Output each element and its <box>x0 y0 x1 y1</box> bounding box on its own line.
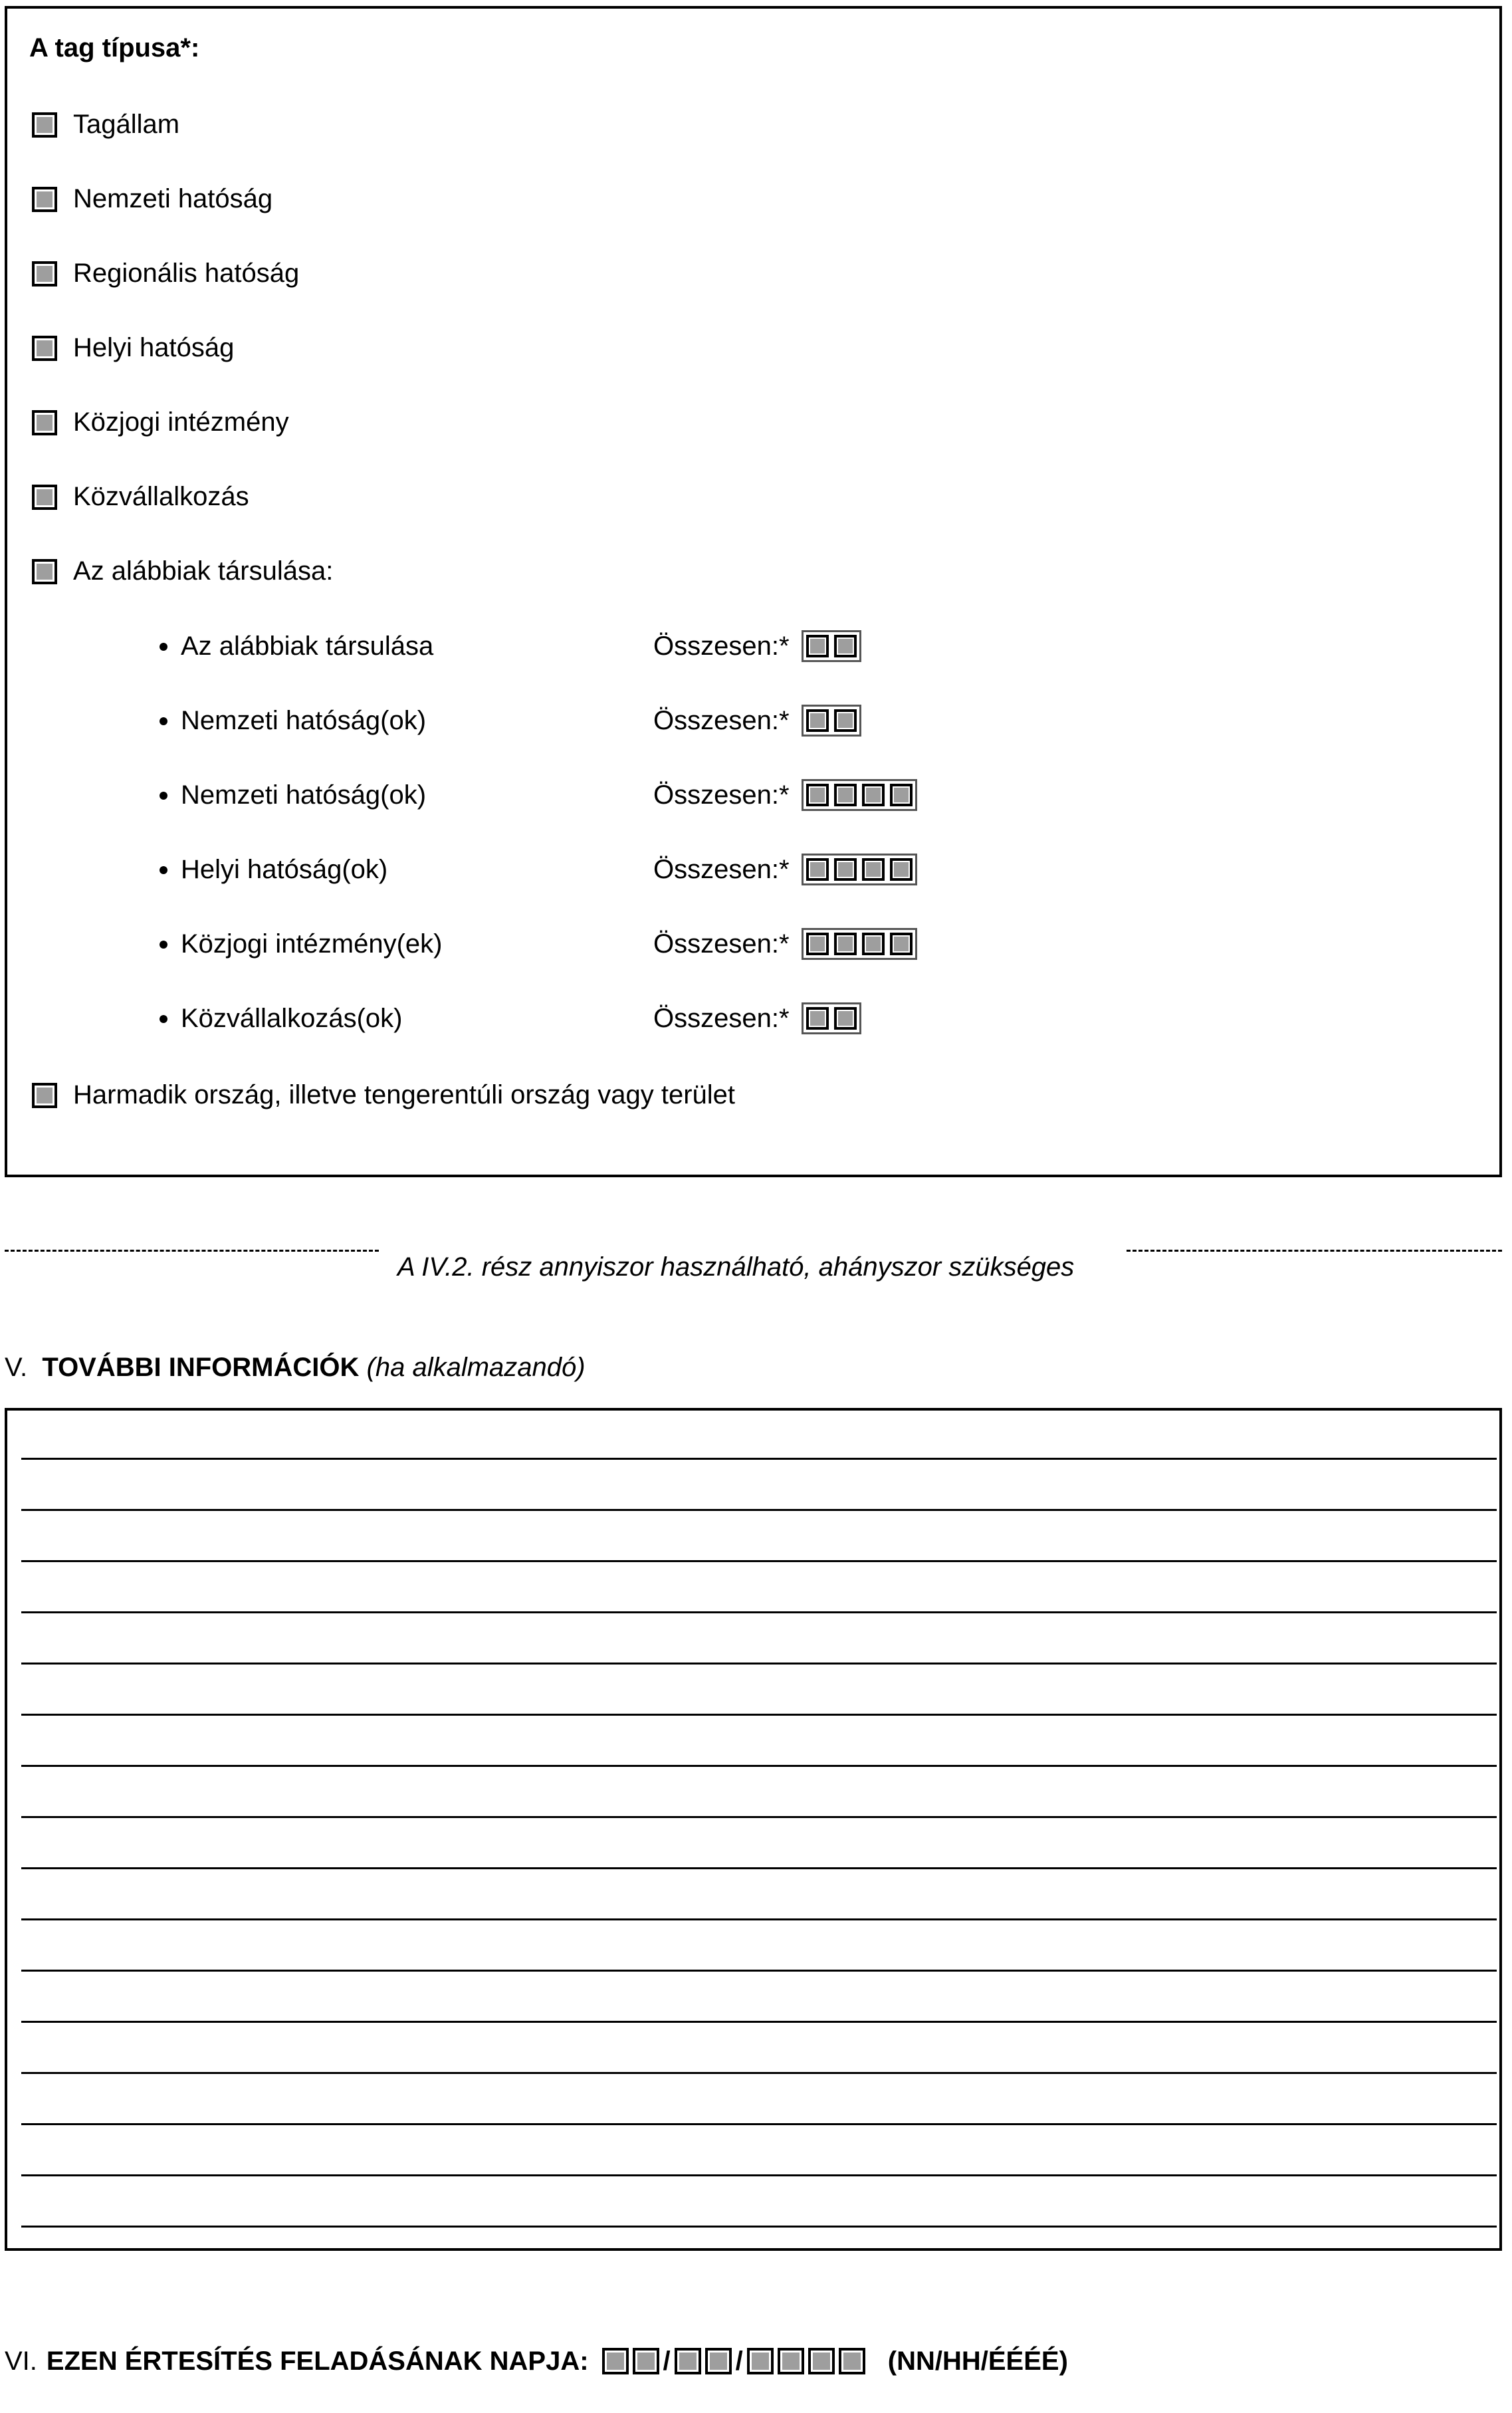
bullet-icon <box>160 792 167 800</box>
date-separator: / <box>735 2347 743 2376</box>
checkbox[interactable] <box>32 112 57 138</box>
option-2[interactable] <box>32 259 299 288</box>
section-v-number: V. <box>5 1353 28 1382</box>
writing-line[interactable] <box>21 2021 1497 2023</box>
digit-cell[interactable] <box>834 784 857 806</box>
sub-item <box>160 632 433 661</box>
digit-cell[interactable] <box>834 858 857 881</box>
option-label: Nemzeti hatóság <box>73 184 273 213</box>
digit-cell[interactable] <box>862 858 885 881</box>
option-label: Helyi hatóság <box>73 333 235 362</box>
total-cells[interactable] <box>802 928 917 960</box>
sub-item-total <box>653 705 861 737</box>
total-label: Összesen:* <box>653 1003 790 1033</box>
writing-line[interactable] <box>21 2123 1497 2125</box>
section-v-note: (ha alkalmazandó) <box>366 1353 586 1382</box>
dash-line-right <box>1127 1250 1502 1252</box>
sub-item <box>160 855 387 885</box>
date-format: (NN/HH/ÉÉÉÉ) <box>887 2347 1068 2376</box>
checkbox[interactable] <box>32 336 57 361</box>
bullet-icon <box>160 1015 167 1023</box>
writing-line[interactable] <box>21 1509 1497 1511</box>
total-label: Összesen:* <box>653 780 790 810</box>
writing-line[interactable] <box>21 2226 1497 2228</box>
month-cells[interactable] <box>675 2348 732 2374</box>
total-cells[interactable] <box>802 630 861 662</box>
sub-item-label: Az alábbiak társulása <box>181 632 434 661</box>
option-label: Regionális hatóság <box>73 259 300 288</box>
digit-cell[interactable] <box>834 933 857 955</box>
digit-cell[interactable] <box>806 858 829 881</box>
digit-cell[interactable] <box>806 635 829 657</box>
sub-item <box>160 1004 402 1034</box>
sub-item-label: Helyi hatóság(ok) <box>181 855 388 884</box>
section-vi-number: VI. <box>5 2347 37 2376</box>
total-cells[interactable] <box>802 1002 861 1034</box>
sub-item-total <box>653 779 917 811</box>
bullet-icon <box>160 941 167 949</box>
option-label: Az alábbiak társulása: <box>73 556 334 586</box>
option-4[interactable] <box>32 407 289 437</box>
total-label: Összesen:* <box>653 854 790 884</box>
dispatch-date-field[interactable] <box>602 2348 865 2374</box>
digit-cell[interactable] <box>806 784 829 806</box>
writing-line[interactable] <box>21 1867 1497 1869</box>
checkbox[interactable] <box>32 261 57 287</box>
digit-cell[interactable] <box>834 709 857 732</box>
digit-cell[interactable] <box>834 1007 857 1030</box>
writing-line[interactable] <box>21 1765 1497 1767</box>
dash-line-left <box>5 1250 379 1252</box>
digit-cell[interactable] <box>890 784 913 806</box>
sub-item-label: Közjogi intézmény(ek) <box>181 929 443 959</box>
writing-line[interactable] <box>21 1714 1497 1716</box>
total-cells[interactable] <box>802 705 861 737</box>
digit-cell[interactable] <box>806 933 829 955</box>
section-v-heading <box>5 1354 586 1381</box>
digit-cell[interactable] <box>806 1007 829 1030</box>
checkbox[interactable] <box>32 1083 57 1108</box>
digit-cell[interactable] <box>834 635 857 657</box>
section-vi-title: EZEN ÉRTESÍTÉS FELADÁSÁNAK NAPJA: <box>46 2347 589 2376</box>
writing-line[interactable] <box>21 1663 1497 1665</box>
sub-item-total <box>653 928 917 960</box>
year-cells[interactable] <box>747 2348 865 2374</box>
date-separator: / <box>663 2347 671 2376</box>
checkbox[interactable] <box>32 559 57 584</box>
option-1[interactable] <box>32 184 272 214</box>
option-3[interactable] <box>32 333 234 363</box>
option-label: Harmadik ország, illetve tengerentúli ország vagy terület <box>73 1080 736 1109</box>
writing-line[interactable] <box>21 1458 1497 1460</box>
option-label: Közjogi intézmény <box>73 407 289 437</box>
writing-line[interactable] <box>21 1611 1497 1613</box>
repeat-note: A IV.2. rész annyiszor használható, ahányszor szükséges <box>397 1252 1075 1282</box>
checkbox[interactable] <box>32 410 57 435</box>
bullet-icon <box>160 866 167 874</box>
section-vi-heading <box>5 2348 1068 2374</box>
writing-line[interactable] <box>21 1970 1497 1972</box>
option-5[interactable] <box>32 482 249 512</box>
day-cells[interactable] <box>602 2348 659 2374</box>
sub-item-label: Közvállalkozás(ok) <box>181 1004 403 1033</box>
sub-item-label: Nemzeti hatóság(ok) <box>181 706 427 735</box>
digit-cell[interactable] <box>862 784 885 806</box>
sub-item-total <box>653 854 917 885</box>
sub-item-total <box>653 1002 861 1034</box>
checkbox[interactable] <box>32 485 57 510</box>
option-label: Közvállalkozás <box>73 482 249 511</box>
digit-cell[interactable] <box>890 858 913 881</box>
total-cells[interactable] <box>802 779 917 811</box>
total-label: Összesen:* <box>653 929 790 959</box>
sub-item-total <box>653 630 861 662</box>
bullet-icon <box>160 717 167 725</box>
sub-item <box>160 780 426 810</box>
option-third-country[interactable] <box>32 1080 735 1110</box>
checkbox[interactable] <box>32 187 57 212</box>
bullet-icon <box>160 643 167 651</box>
option-0[interactable] <box>32 110 179 140</box>
writing-line[interactable] <box>21 2072 1497 2074</box>
digit-cell[interactable] <box>806 709 829 732</box>
total-label: Összesen:* <box>653 705 790 735</box>
total-cells[interactable] <box>802 854 917 885</box>
writing-line[interactable] <box>21 1816 1497 1818</box>
member-type-box <box>5 6 1502 1177</box>
option-6[interactable] <box>32 556 333 586</box>
member-type-title: A tag típusa*: <box>29 33 200 62</box>
writing-line[interactable] <box>21 1918 1497 1920</box>
sub-item-label: Nemzeti hatóság(ok) <box>181 780 427 810</box>
digit-cell[interactable] <box>890 933 913 955</box>
sub-item <box>160 929 443 959</box>
writing-line[interactable] <box>21 2174 1497 2176</box>
digit-cell[interactable] <box>862 933 885 955</box>
sub-item <box>160 706 426 736</box>
total-label: Összesen:* <box>653 631 790 661</box>
option-label: Tagállam <box>73 110 180 139</box>
writing-line[interactable] <box>21 1560 1497 1562</box>
section-v-title: TOVÁBBI INFORMÁCIÓK <box>42 1353 360 1382</box>
